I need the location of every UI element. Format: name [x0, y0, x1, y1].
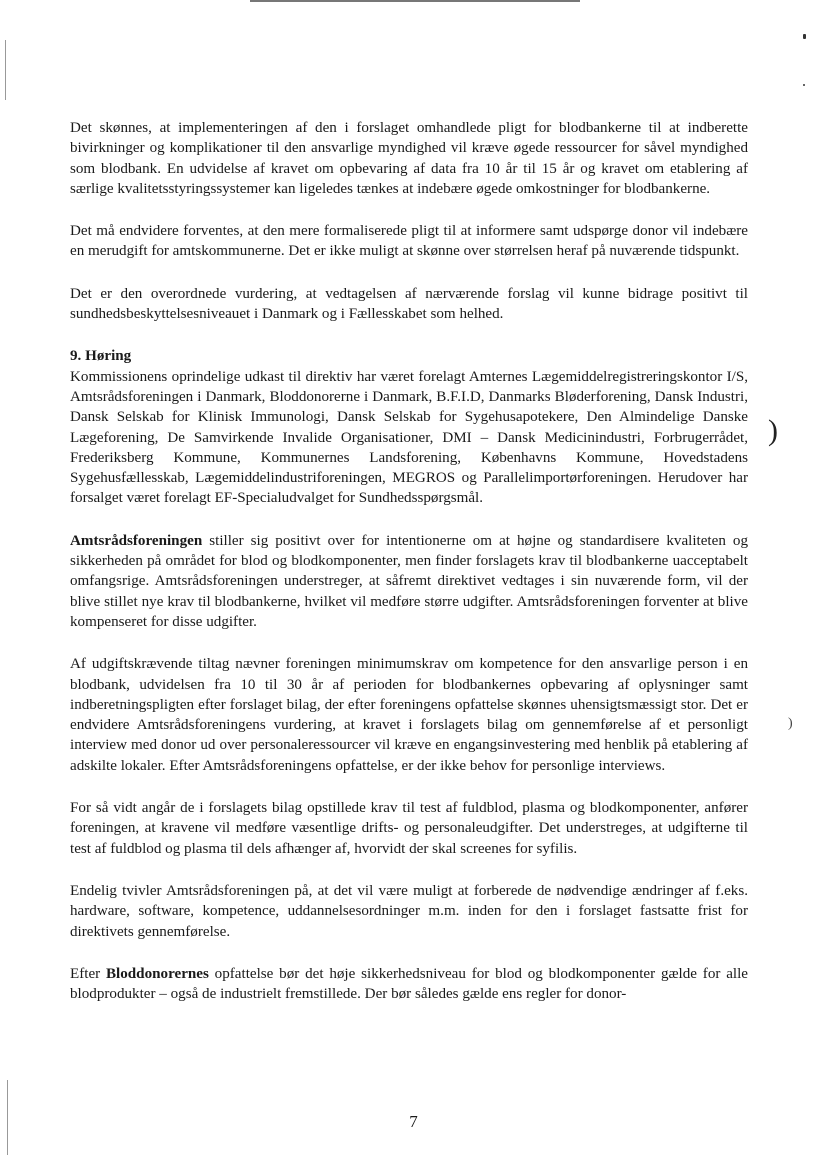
paragraph-text: stiller sig positivt over for intentionerne om at højne og standardisere kvaliteten og sikkerheden på området for blod og blodkomponenter, men finder forslagets krav til blodbankerne uacceptabelt omfangsrige. Amtsrådsforeningen understreger, at såfremt direktivet vedtages i sin nuværende form, vil der blive stillet nye krav til blodbankerne, hvilket vil medføre større udgifter. Amtsrådsforeningen forventer at blive kompenseret for disse udgifter.	[70, 532, 748, 630]
paragraph-text: opfattelse bør det høje sikkerhedsniveau for blod og blodkomponenter gælde for alle blodprodukter – også de industrielt fremstillede. Der bør således gælde ens regler for donor-	[70, 965, 748, 1003]
paragraph-bloddonorerne	[70, 964, 748, 1005]
paragraph-implementation-deadline: Endelig tvivler Amtsrådsforeningen på, at det vil være muligt at forberede de nødvendige ændringer af f.eks. hardware, software, kompetence, uddannelsesordninger m.m. inden for den i forslaget fastsatte frist for direktivets gennemførelse.	[70, 882, 748, 940]
margin-mark: )	[788, 716, 793, 731]
organisation-name: Amtsrådsforeningen	[70, 532, 203, 549]
paragraph-cost-measures: Af udgiftskrævende tiltag nævner foreningen minimumskrav om kompetence for den ansvarlige person i en blodbank, udvidelsen fra 10 til 30 år af perioden for blodbankernes opbevaring af oplysninger samt indberetningspligten efter forslaget bilag, der efter foreningens opfattelse skønnes uhensigtsmæssigt stor. Det er endvidere Amtsrådsforeningens vurdering, at kravet i forslagets bilag om gennemførelse af et personligt interview med donor ud over personaleressourcer vil kræve en engangsinvestering med henblik på etablering af adskilte lokaler. Efter Amtsrådsforeningens opfattelse, er der ikke behov for personlige interviews.	[70, 656, 748, 774]
paragraph-cost-counties: Det må endvidere forventes, at den mere formaliserede pligt til at informere samt udspørge donor vil indebære en merudgift for amtskommunerne. Det er ikke muligt at skønne over størrelsen heraf på nuværende tidspunkt.	[70, 223, 748, 260]
scan-speck	[803, 84, 805, 86]
organisation-name: Bloddonorernes	[105, 965, 209, 982]
paragraph-consulted-parties: Kommissionens oprindelige udkast til direktiv har været forelagt Amternes Lægemiddelregistreringskontor I/S, Amtsrådsforeningen i Danmark, Bloddonorerne i Danmark, B.F.I.D, Danmarks Bløderforening, Dansk Industri, Dansk Selskab for Klinisk Immunologi, Dansk Selskab for Sygehusapotekere, Den Almindelige Danske Lægeforening, De Samvirkende Invalide Organisationer, DMI – Dansk Medicinindustri, Forbrugerrådet, Frederiksberg Kommune, Kommunernes Landsforening, Københavns Kommune, Hovedstadens Sygehusfællesskab, Lægemiddelindustriforeningen, MEGROS og Parallelimportørforeningen. Herudover har forsalget været forelagt EF-Specialudvalget for Sundhedsspørgsmål.	[70, 368, 748, 507]
margin-mark: )	[768, 414, 778, 447]
scan-edge-left	[5, 40, 6, 100]
page-number: 7	[409, 1112, 418, 1131]
paragraph-amtsraadsforeningen	[70, 531, 748, 632]
section-heading-hearing: 9. Høring	[70, 348, 132, 365]
document-body	[70, 118, 748, 1004]
scan-speck	[803, 34, 806, 39]
scan-edge-top	[250, 0, 580, 2]
paragraph-overall-assessment: Det er den overordnede vurdering, at vedtagelsen af nærværende forslag vil kunne bidrage positivt til sundhedsbeskyttelsesniveauet i Danmark og i Fællesskabet som helhed.	[70, 285, 748, 323]
paragraph-test-requirements: For så vidt angår de i forslagets bilag opstillede krav til test af fuldblod, plasma og blodkomponenter, anfører foreningen, at kravene vil medføre væsentlige drifts- og personaleudgifter. Det understreges, at udgifterne til test af fuldblod og plasma til dels afhænger af, hvorvidt der skal screenes for syfilis.	[70, 800, 748, 857]
paragraph-text: Efter	[70, 965, 106, 982]
paragraph-cost-blood-banks: Det skønnes, at implementeringen af den i forslaget omhandlede pligt for blodbankerne til at indberette bivirkninger og komplikationer til den ansvarlige myndighed vil kræve øgede ressourcer for såvel myndighed som blodbank. En udvidelse af kravet om opbevaring af data fra 10 år til 15 år og kravet om etablering af særlige kvalitetsstyringssystemer kan ligeledes tænkes at indebære øgede omkostninger for blodbankerne.	[70, 120, 748, 197]
